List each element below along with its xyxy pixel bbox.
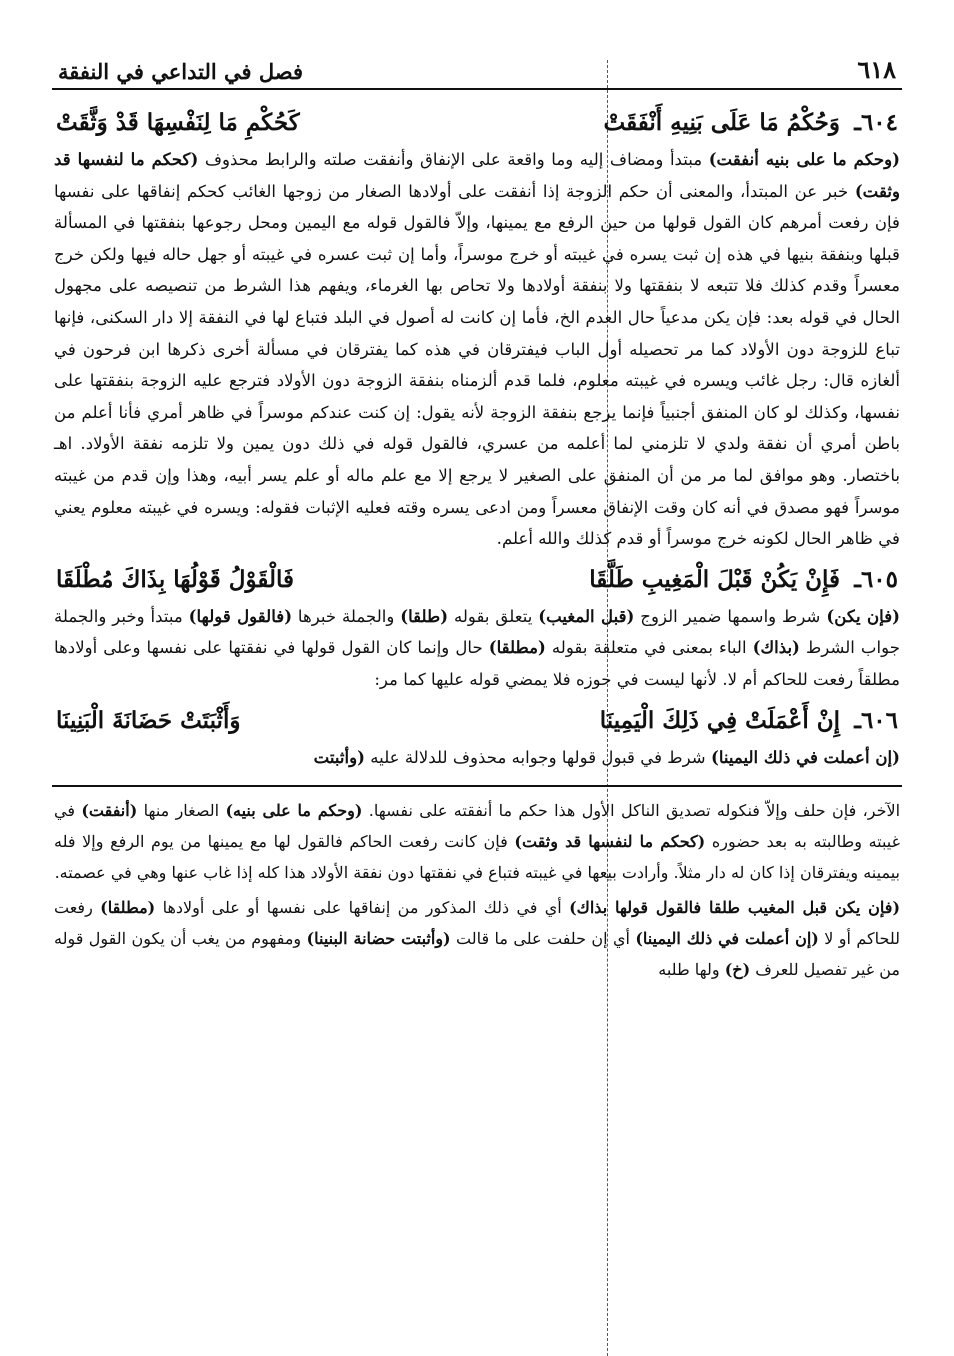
quoted-verse-phrase: (كحكم ما لنفسها قد وثقت) <box>54 149 900 201</box>
quoted-verse-phrase: (إن أعملت في ذلك اليمينا) <box>710 746 900 767</box>
quoted-verse-phrase: (خ) <box>724 960 751 980</box>
commentary-text: الباء بمعنى في متعلقة بقوله <box>545 638 753 658</box>
commentary-text: يتعلق بقوله <box>448 606 539 626</box>
footnote-text: أي إن حلفت على ما قالت <box>450 929 636 949</box>
commentary-paragraph <box>52 742 902 774</box>
quoted-verse-phrase: (بذاك) <box>752 637 800 658</box>
commentary-text: والجملة خبرها <box>292 606 401 626</box>
commentary-paragraph <box>52 601 902 696</box>
footnote-text: ولها طلبه <box>658 960 725 980</box>
quoted-verse-phrase: (فالقول قولها) <box>188 605 293 626</box>
footnote-text: فإن كانت رفعت الحاكم فالقول لها مع يمينها من يوم الرفع وإلا فله بيمينه ويفترقان إذا كان له دار مثلاً. وأرادت بيعها في غيبته فتباع في نفقتها دون نفقة الأولاد هذا كله إذا غاب عنها وهي في عصمته. <box>54 832 900 883</box>
quoted-verse-phrase: (قبل المغيب) <box>538 605 635 626</box>
commentary-text: خبر عن المبتدأ، والمعنى أن حكم الزوجة إذا أنفقت على أولادها الصغار من زوجها الغائب كحكم إنفاقها على نفسها فإن رفعت أمرهم كان القول قولها من حين الرفع مع يمينها، وإلاّ فالقول قوله مع اليمين ومحل رجوعها بنفقتها في المسألة قبلها وبنفقة بنيها في هذه إن ثبت يسره في غيبته أو خرج موسراً، وأما إن ثبت عسره في غيبته أو جهل حاله فيها ولكن خرج معسراً وقدم كذلك فلا تتبعه لا بنفقتها ولا بنفقة أولادها ولا تحاص بها الغرماء، ويفهم هذا الشرط من تنصيصه على مجهول الحال في قوله بعد: فإن يكن مدعياً حال العدم الخ، فأما إن كانت له أصول في البلد فتباع لها في النفقة إلا دار السكنى، فإنها تباع للزوجة دون الأولاد كما مر تحصيله أول الباب فيفترقان في هذه كما يفترقان في مسألة أخرى ذكرها ابن فرحون في ألغازه قال: رجل غائب ويسره في غيبته معلوم، فلما قدم ألزمناه بنفقة الزوجة دون الأولاد فترجع عليه الزوجة بنفقتها على نفسها، وكذلك لو كان المنفق أجنبياً فإنما يرجع بنفقة الزوجة لأنه يقول: إن كنت عندكم موسراً في ظاهر أمري فأنا أعلم من باطن أمري أن نفقة ولدي لا تلزمني لما أعلمه من عسري، فالقول قوله في ذلك دون يمين ولا تلزمه نفقة الأولاد. اهـ باختصار. وهو موافق لما مر من أن المنفق على الصغير لا يرجع إلا مع علم ماله أو علم يسر أبيه، وهذا وإن قدم من غيبته موسراً فهو مصدق في أنه كان وقت الإنفاق معسراً ومن ادعى يسره وقته فعليه الإثبات فقوله: ويسره في غيبته معلوم يعني في ظاهر الحال لكونه خرج موسراً أو قدم كذلك والله أعلم. <box>54 181 900 549</box>
document-page <box>52 40 902 1340</box>
quoted-verse-phrase: (وحكم ما على بنيه) <box>225 801 363 821</box>
verse-number: ٦٠٥ـ <box>854 565 898 593</box>
footnote-text: أي في ذلك المذكور من إنفاقها على نفسها أو على أولادها <box>155 898 570 918</box>
footnote-text: في غيبته وطالبته به بعد حضوره <box>54 801 900 852</box>
main-text <box>52 98 902 773</box>
footnote-text: رفعت للحاكم أو لا <box>54 898 901 949</box>
quoted-verse-phrase: (فإن يكن) <box>826 605 901 626</box>
footnote-paragraph <box>52 795 902 888</box>
footnote-text: الصغار منها <box>137 801 226 821</box>
quoted-verse-phrase: (طلقا) <box>400 605 449 626</box>
commentary-text: شرط في قبول قولها وجوابه محذوف للدلالة عليه <box>365 747 711 767</box>
verse-second-hemistich: فَالْقَوْلُ قَوْلُهَا بِذَاكَ مُطْلَقَا <box>56 565 295 593</box>
verse-number: ٦٠٦ـ <box>854 706 898 734</box>
page-header <box>52 40 902 90</box>
commentary-text: حال وإنما كان القول قولها في نفقتها على نفسها وعلى أولادها مطلقاً رفعت للحاكم أم لا. لأنها ليست في حوزه فلا يمضي قوله عليها كما مر: <box>54 638 900 689</box>
running-title: فصل في التداعي في النفقة <box>58 59 304 84</box>
quoted-verse-phrase: (أنفقت) <box>81 801 138 821</box>
footnote-text: الآخر، فإن حلف وإلاّ فنكوله تصديق الناكل الأول هذا حكم ما أنفقته على نفسها. <box>362 801 901 821</box>
quoted-verse-phrase: (مطلقا) <box>100 898 156 918</box>
verse-606 <box>52 696 902 742</box>
verse-second-hemistich: كَحُكْمِ مَا لِنَفْسِهَا قَدْ وَثَّقَتْ <box>56 109 300 136</box>
verse-605 <box>52 555 902 601</box>
page-number: ٦١٨ <box>857 55 896 84</box>
footnotes <box>52 795 902 985</box>
verse-604 <box>52 98 902 144</box>
quoted-verse-phrase: (وحكم ما على بنيه أنفقت) <box>708 149 900 169</box>
footnote-text: ومفهوم من يغب أن يكون القول قوله من غير تفصيل للعرف <box>54 929 900 980</box>
verse-first-hemistich: إِنْ أَعْمَلَتْ فِي ذَلِكَ الْيَمِينَا <box>599 706 840 734</box>
verse-first-hemistich: وَحُكْمُ مَا عَلَى بَنِيهِ أَنْفَقَتْ <box>603 109 840 136</box>
quoted-verse-phrase: (مطلقا) <box>488 637 546 658</box>
quoted-verse-phrase: (كحكم ما لنفسها قد وثقت) <box>514 832 706 852</box>
verse-second-hemistich: وَأَثْبَتَتْ حَضَانَةَ الْبَنِينَا <box>56 706 241 734</box>
footnote-paragraph <box>52 892 902 985</box>
quoted-verse-phrase: (إن أعملت في ذلك اليمينا) <box>635 929 819 949</box>
verse-first-hemistich: فَإِنْ يَكُنْ قَبْلَ الْمَغِيبِ طَلَّقَا <box>589 565 840 593</box>
quoted-verse-phrase: (وأثبتت <box>313 746 366 767</box>
quoted-verse-phrase: (فإن يكن قبل المغيب طلقا فالقول قولها بذاك) <box>569 898 901 918</box>
commentary-text: مبتدأ وخبر والجملة جواب الشرط <box>54 606 900 658</box>
quoted-verse-phrase: (وأثبتت حضانة البنينا) <box>306 929 451 949</box>
footnote-separator <box>52 785 902 787</box>
commentary-text: مبتدأ ومضاف إليه وما واقعة على الإنفاق وأنفقت صلته والرابط محذوف <box>198 150 709 169</box>
commentary-text: شرط واسمها ضمير الزوج <box>634 606 827 626</box>
commentary-paragraph <box>52 144 902 555</box>
verse-number: ٦٠٤ـ <box>854 109 898 136</box>
